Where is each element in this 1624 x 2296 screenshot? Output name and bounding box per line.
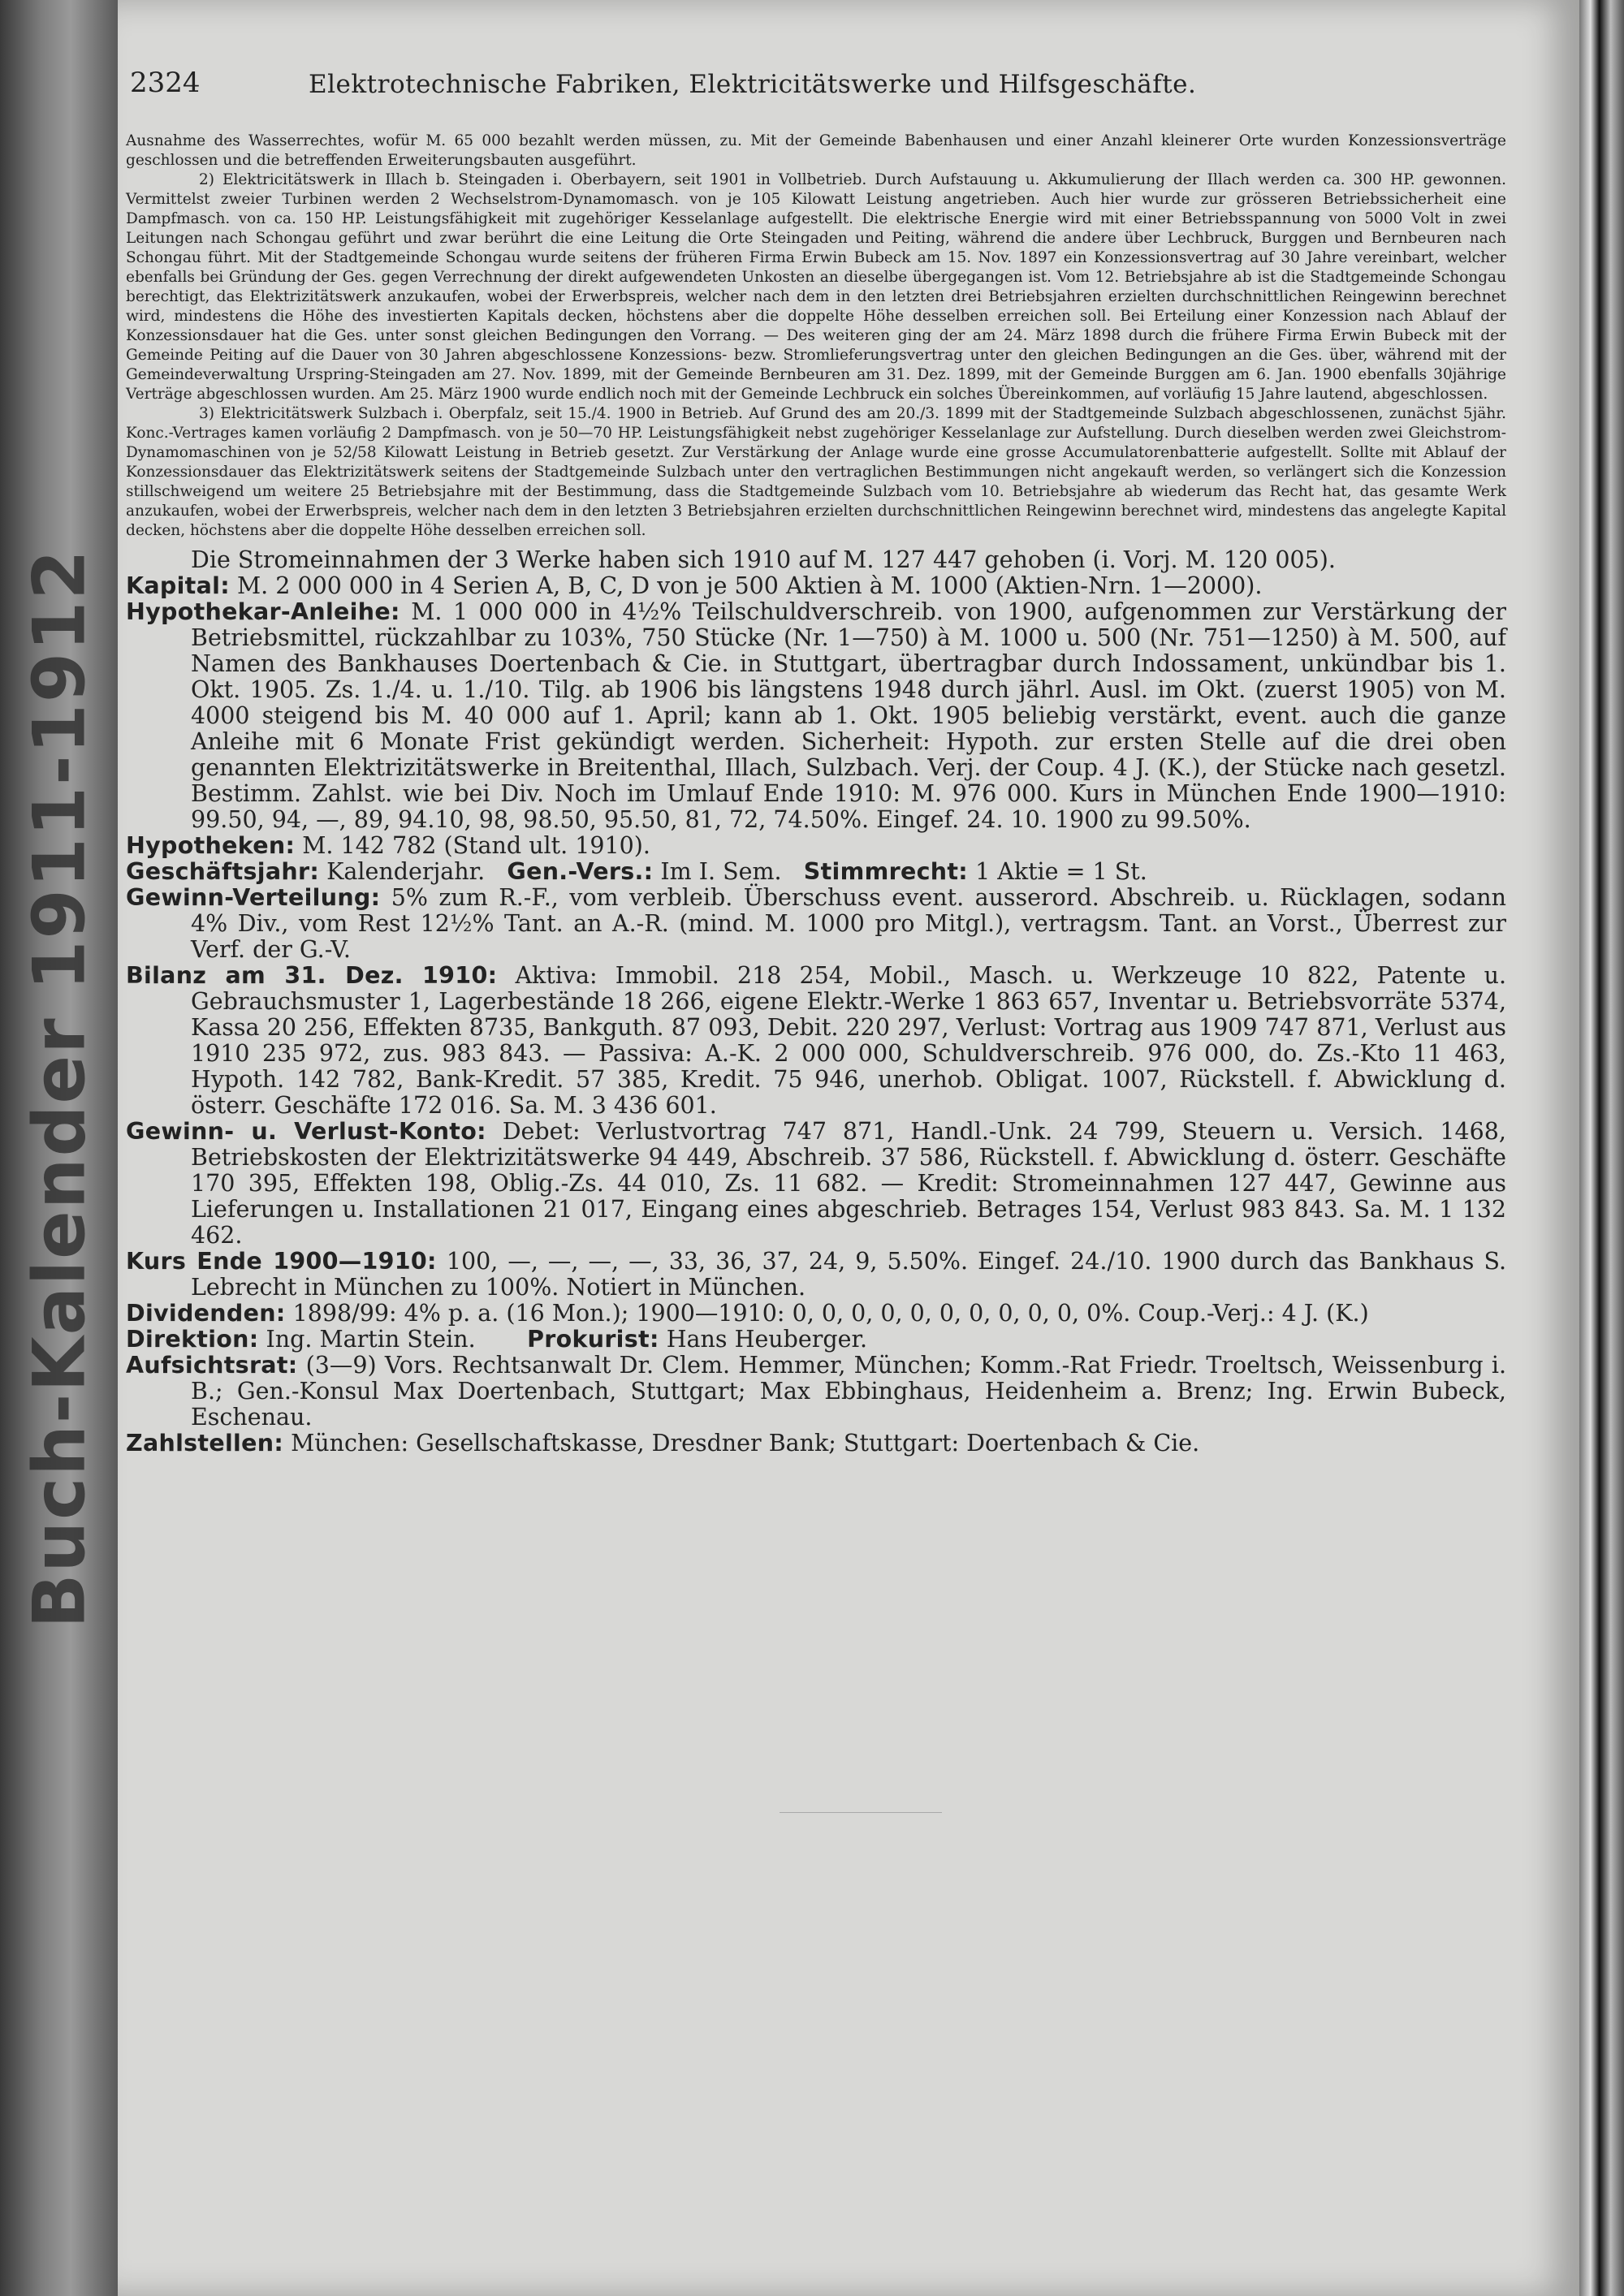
label-aufsichtsrat: Aufsichtsrat: <box>126 1352 298 1379</box>
paragraph-sulzbach: 3) Elektricitätswerk Sulzbach i. Oberpfalz, seit 15./4. 1900 in Betrieb. Auf Grund des am 20./3. 1899 mit der Stadtgemeinde Sulzbach abgeschlossenen, zunächst 5jähr. Konc.-Vertrages kamen vorläufig 2 Dampfmasch. von je 50—70 HP. Leistungsfähigkeit nebst zugehöriger Kesselanlage zur Aufstellung. Durch dieselben werden zwei Gleichstrom-Dynamomaschinen von je 52/58 Kilowatt Leistung in Betrieb gesetzt. Zur Verstärkung der Anlage wurde eine grosse Accumulatorenbatterie aufgestellt. Sollte mit Ablauf der Konzessionsdauer das Elektrizitätswerk seitens der Stadtgemeinde Sulzbach unter den vertraglichen Bestimmungen nicht angekauft werden, so verlängert sich die Konzession stillschweigend um weitere 25 Betriebsjahre mit der Bestimmung, dass die Stadtgemeinde Sulzbach vom 10. Betriebsjahre ab wiederum das Recht hat, das gesamte Werk anzukaufen, wobei der Erwerbspreis, welcher nach dem in den letzten 3 Betriebsjahren erzielten durchschnittlichen Reingewinn berechnet wird, mindestens das angelegte Kapital decken, höchstens aber die doppelte Höhe desselben erreichen soll. <box>126 405 1506 539</box>
entry-gewinn-verteilung: Gewinn-Verteilung: 5% zum R.-F., vom verbleib. Überschuss event. ausserord. Abschreib. u. Rücklagen, sodann 4% Div., vom Rest 12½% Tant. an A.-R. (mind. M. 1000 pro Mitgl.), vertragsm. Tant. an Vorst., Überrest zur Verf. der G.-V. <box>126 884 1507 963</box>
label-geschaeftsjahr: Geschäftsjahr: <box>126 858 320 885</box>
label-gen-vers: Gen.-Vers.: <box>507 858 654 885</box>
label-bilanz: Bilanz am 31. Dez. 1910: <box>126 962 498 989</box>
label-hypotheken: Hypotheken: <box>126 832 296 859</box>
page-header <box>130 67 1372 115</box>
entry-aufsichtsrat: Aufsichtsrat: (3—9) Vors. Rechtsanwalt Dr. Clem. Hemmer, München; Komm.-Rat Friedr. Troeltsch, Weissenburg i. B.; Gen.-Konsul Max Doertenbach, Stuttgart; Max Ebbinghaus, Heidenheim a. Brenz; Ing. Erwin Bubeck, Eschenau. <box>126 1352 1506 1431</box>
running-title: Elektrotechnische Fabriken, Elektricitätswerke und Hilfsgeschäfte. <box>309 70 1197 99</box>
paragraph-illach: 2) Elektricitätswerk in Illach b. Steingaden i. Oberbayern, seit 1901 in Vollbetrieb. Durch Aufstauung u. Akkumulierung der Illach werden ca. 300 HP. gewonnen. Vermittelst zweier Turbinen werden 2 Wechselstrom-Dynamomasch. von je 105 Kilowatt Leistung angetrieben. Auch hier wurde zur grösseren Betriebssicherheit eine Dampfmasch. von ca. 150 HP. Leistungsfähigkeit mit zugehöriger Kesselanlage aufgestellt. Die elektrische Energie wird mit einer Betriebsspannung von 5000 Volt in zwei Leitungen nach Schongau geführt und zwar berührt die eine Leitung die Orte Steingaden und Peiting, während die andere über Lechbruck, Burggen und Bernbeuren nach Schongau führt. Mit der Stadtgemeinde Schongau wurde seitens der früheren Firma Erwin Bubeck am 15. Nov. 1897 ein Konzessionsvertrag auf 30 Jahre vereinbart, welcher ebenfalls bei Gründung der Ges. gegen Verrechnung der direkt aufgewendeten Unkosten an dieselbe übergegangen ist. Vom 12. Betriebsjahre ab ist die Stadtgemeinde Schongau berechtigt, das Elektrizitätswerk anzukaufen, wobei der Erwerbspreis, welcher nach dem in den letzten drei Betriebsjahren erzielten durchschnittlichen Reingewinn berechnet wird, mindestens die Höhe des investierten Kapitals decken, höchstens aber die doppelte Höhe desselben erreichen soll. Bei Erteilung einer Konzession nach Ablauf der Konzessionsdauer hat die Ges. unter sonst gleichen Bedingungen den Vorrang. — Des weiteren ging der am 24. März 1898 durch die frühere Firma Erwin Bubeck mit der Gemeinde Peiting auf die Dauer von 30 Jahren abgeschlossene Konzessions- bezw. Stromlieferungsvertrag unter den gleichen Bedingungen an die Ges. über, während mit der Gemeindeverwaltung Urspring-Steingaden am 27. Nov. 1899, mit der Gemeinde Bernbeuren am 31. Dez. 1899, mit der Gemeinde Burggen am 6. Jan. 1900 ebenfalls 30jährige Verträge abgeschlossen wurden. Am 25. März 1900 wurde endlich noch mit der Gemeinde Lechbruck ein solches Übereinkommen, auf vorläufig 15 Jahre lautend, abgeschlossen. <box>126 171 1506 403</box>
closing-rule <box>780 1812 942 1813</box>
page-content <box>126 132 1506 1457</box>
label-prokurist: Prokurist: <box>527 1326 659 1353</box>
entry-bilanz: Bilanz am 31. Dez. 1910: Aktiva: Immobil. 218 254, Mobil., Masch. u. Werkzeuge 10 822, Patente u. Gebrauchsmuster 1, Lagerbestände 18 266, eigene Elektr.-Werke 1 863 657, Inventar u. Betriebsvorräte 5374, Kassa 20 256, Effekten 8735, Bankguth. 87 093, Debit. 220 297, Verlust: Vortrag aus 1909 747 871, Verlust aus 1910 235 972, zus. 983 843. — Passiva: A.-K. 2 000 000, Schuldverschreib. 976 000, do. Zs.-Kto 11 463, Hypoth. 142 782, Bank-Kredit. 57 385, Kredit. 75 946, unerhob. Obligat. 1007, Rückstell. f. Abwicklung d. österr. Geschäfte 172 016. Sa. M. 3 436 601. <box>126 962 1507 1119</box>
page-number: 2324 <box>130 67 201 99</box>
main-print-section <box>126 547 1506 1457</box>
label-kurs: Kurs Ende 1900—1910: <box>126 1248 437 1275</box>
label-direktion: Direktion: <box>126 1326 259 1353</box>
entry-gewinn-verlust-konto: Gewinn- u. Verlust-Konto: Debet: Verlustvortrag 747 871, Handl.-Unk. 24 799, Steuern u. Versich. 1468, Betriebskosten der Elektrizitätswerke 94 449, Abschreib. 37 586, Rückstell. f. Abwicklung d. österr. Geschäfte 170 395, Effekten 198, Oblig.-Zs. 44 010, Zs. 11 682. — Kredit: Stromeinnahmen 127 447, Gewinne aus Lieferungen u. Installationen 21 017, Eingang eines abgeschrieb. Betrages 154, Verlust 983 843. Sa. M. 1 132 462. <box>126 1118 1506 1249</box>
page-edge <box>1579 0 1624 2296</box>
entry-kurs: Kurs Ende 1900—1910: 100, —, —, —, —, 33, 36, 37, 24, 9, 5.50%. Eingef. 24./10. 1900 durch das Bankhaus S. Lebrecht in München zu 100%. Notiert in München. <box>126 1248 1507 1301</box>
entry-hypotheken: Hypotheken: M. 142 782 (Stand ult. 1910). <box>126 832 650 859</box>
label-gewinn-verteilung: Gewinn-Verteilung: <box>126 884 381 911</box>
entry-kapital: Kapital: M. 2 000 000 in 4 Serien A, B, C, D von je 500 Aktien à M. 1000 (Aktien-Nrn. 1—2000). <box>126 572 1263 599</box>
paragraph-breitenthal-end: Ausnahme des Wasserrechtes, wofür M. 65 000 bezahlt werden müssen, zu. Mit der Gemeinde Babenhausen und einer Anzahl kleinerer Orte wurden Konzessionsverträge geschlossen und die betreffenden Erweiterungsbauten ausgeführt. <box>126 132 1506 169</box>
label-hypothekar-anleihe: Hypothekar-Anleihe: <box>126 598 400 625</box>
label-stimmrecht: Stimmrecht: <box>803 858 968 885</box>
entry-direktion: Direktion: Ing. Martin Stein. Prokurist: Hans Heuberger. <box>126 1326 868 1353</box>
book-binding <box>0 0 118 2296</box>
label-kapital: Kapital: <box>126 572 230 599</box>
entry-hypothekar-anleihe: Hypothekar-Anleihe: M. 1 000 000 in 4½% Teilschuldverschreib. von 1900, aufgenommen zur Verstärkung der Betriebsmittel, rückzahlbar zu 103%, 750 Stücke (Nr. 1—750) à M. 1000 u. 500 (Nr. 751—1250) à M. 500, auf Namen des Bankhauses Doertenbach & Cie. in Stuttgart, übertragbar durch Indossament, unkündbar bis 1. Okt. 1905. Zs. 1./4. u. 1./10. Tilg. ab 1906 bis längstens 1948 durch jährl. Ausl. im Okt. (zuerst 1905) von M. 4000 steigend bis M. 40 000 auf 1. April; kann ab 1. Okt. 1905 beliebig verstärkt, event. auch die ganze Anleihe mit 6 Monate Frist gekündigt werden. Sicherheit: Hypoth. zur ersten Stelle auf die drei oben genannten Elektrizitätswerke in Breitenthal, Illach, Sulzbach. Verj. der Coup. 4 J. (K.), der Stücke nach gesetzl. Bestimm. Zahlst. wie bei Div. Noch im Umlauf Ende 1910: M. 976 000. Kurs in München Ende 1900—1910: 99.50, 94, —, 89, 94.10, 98, 98.50, 95.50, 81, 72, 74.50%. Eingef. 24. 10. 1900 zu 99.50%. <box>126 598 1507 833</box>
label-zahlstellen: Zahlstellen: <box>126 1430 284 1457</box>
entry-geschaeftsjahr: Geschäftsjahr: Kalenderjahr. Gen.-Vers.: Im I. Sem. Stimmrecht: 1 Aktie = 1 St. <box>126 858 1147 885</box>
entry-zahlstellen: Zahlstellen: München: Gesellschaftskasse, Dresdner Bank; Stuttgart: Doertenbach & Cie. <box>126 1430 1200 1457</box>
entry-dividenden: Dividenden: 1898/99: 4% p. a. (16 Mon.); 1900—1910: 0, 0, 0, 0, 0, 0, 0, 0, 0, 0, 0%. Coup.-Verj.: 4 J. (K.) <box>126 1300 1369 1327</box>
small-print-section <box>126 132 1506 541</box>
paragraph-stromeinnahmen: Die Stromeinnahmen der 3 Werke haben sich 1910 auf M. 127 447 gehoben (i. Vorj. M. 120 005). <box>191 546 1336 573</box>
label-gewinn-verlust-konto: Gewinn- u. Verlust-Konto: <box>126 1118 486 1145</box>
label-dividenden: Dividenden: <box>126 1300 286 1327</box>
binding-label: Buch-Kalender 1911-1912 <box>17 547 102 1629</box>
